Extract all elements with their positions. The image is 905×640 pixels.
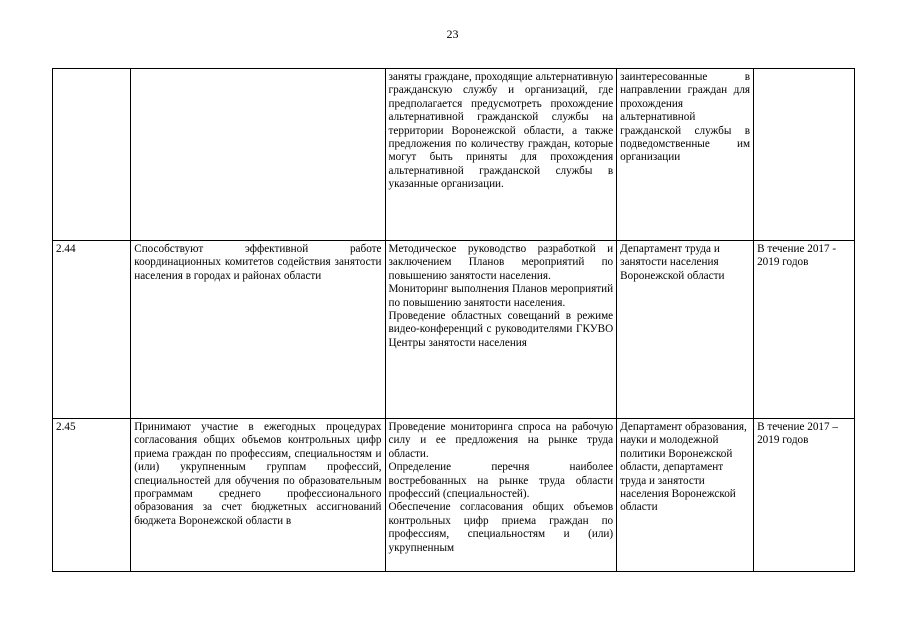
term-cell: В течение 2017 - 2019 годов [754,241,855,419]
term-cell: В течение 2017 – 2019 годов [754,419,855,572]
content-paragraph: Проведение мониторинга спроса на рабочую силу и ее предложения на рынке труда области. [388,421,614,460]
executor-cell: заинтересованные в направлении граждан для прохождения альтернативной гражданской службы в подведомственные им организации [617,69,754,241]
table-row [53,69,855,241]
page-number: 23 [446,27,459,41]
activity-cell: Способствуют эффективной работе координационных комитетов содействия занятости населения в городах и районах области [131,241,385,419]
row-number [53,69,131,241]
executor-cell: Департамент труда и занятости населения Воронежской области [617,241,754,419]
content-cell [385,69,617,241]
content-paragraph: Обеспечение согласования общих объемов контрольных цифр приема граждан по профессиям, специальностям и (или) укрупненным [388,501,614,554]
content-paragraph: Определение перечня наиболее востребованных на рынке труда области профессий (специальностей). [388,461,614,501]
table-row [53,241,855,419]
row-number: 2.44 [53,241,131,419]
content-paragraph: Методическое руководство разработкой и заключением Планов мероприятий по повышению занятости населения. [388,243,614,282]
content-paragraph: Мониторинг выполнения Планов мероприятий по повышению занятости населения. [388,283,614,309]
activity-cell: Принимают участие в ежегодных процедурах согласования общих объемов контрольных цифр приема граждан по профессиям, специальностям и (или) укрупненным группам профессий, специальностей для обучения по образовательным программам среднего профессионального образования за счет бюджетных ассигнований бюджета Воронежской области в [131,419,385,572]
term-cell [754,69,855,241]
measures-table [52,68,855,572]
content-paragraph: заняты граждане, проходящие альтернативную гражданскую службу и организаций, где предполагается предусмотреть прохождение альтернативной гражданской службы на территории Воронежской области, а также предложения по количеству граждан, которые могут быть приняты для прохождения альтернативной гражданской службы в указанные организации. [388,71,614,191]
content-cell [385,241,617,419]
activity-cell [131,69,385,241]
table-row [53,419,855,572]
content-paragraph: Проведение областных совещаний в режиме видео-конференций с руководителями ГКУВО Центры занятости населения [388,310,614,349]
row-number: 2.45 [53,419,131,572]
executor-cell: Департамент образования, науки и молодежной политики Воронежской области, департамент труда и занятости населения Воронежской области [617,419,754,572]
content-cell [385,419,617,572]
